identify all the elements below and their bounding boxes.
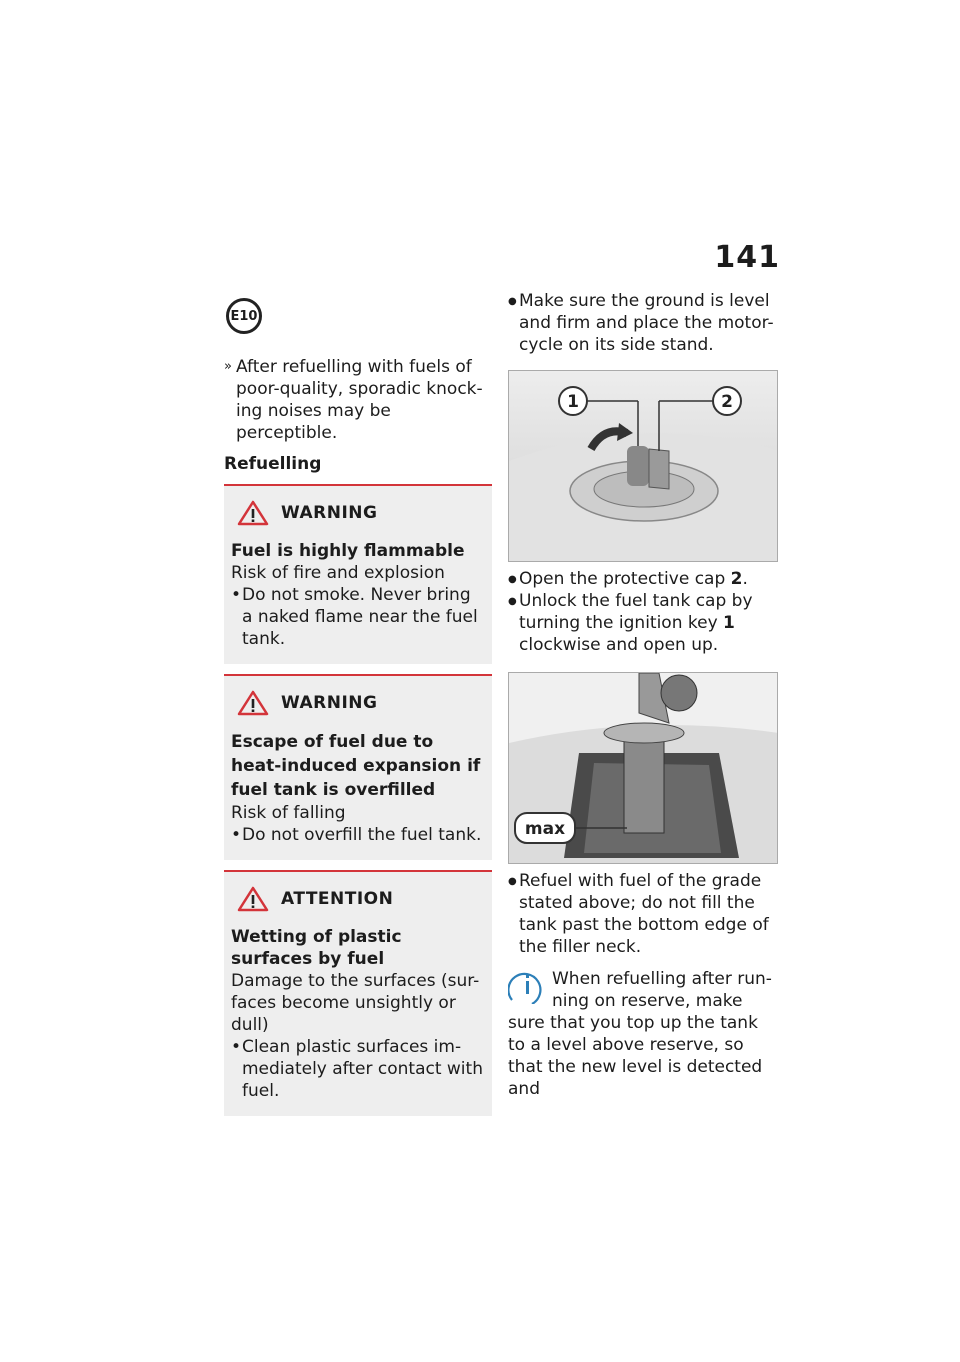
notice-label: WARNING bbox=[281, 693, 378, 713]
attention-notice-plastic bbox=[224, 870, 492, 1116]
warning-notice-overfill bbox=[224, 674, 492, 860]
warning-triangle-icon bbox=[237, 690, 269, 716]
step-refuel: ● Refuel with fuel of the grade stated above; do not fill the tank past the bottom edge of the filler neck. bbox=[508, 870, 780, 958]
step-unlock: ● Unlock the fuel tank cap by turning the ignition key 1 clockwise and open up. bbox=[508, 590, 780, 656]
notice-risk: Damage to the surfaces (sur-faces become unsightly or dull) bbox=[231, 971, 480, 1035]
filler-neck-illustration bbox=[509, 673, 778, 864]
callout-2: 2 bbox=[721, 392, 733, 412]
info-icon bbox=[508, 968, 548, 1004]
notice-risk: Risk of falling bbox=[231, 803, 346, 823]
fuel-cap-photo bbox=[508, 370, 778, 562]
info-note: When refuelling after run-ning on reserve, make sure that you top up the tank to a level above reserve, so that the new level is detected and bbox=[508, 969, 772, 1099]
warning-triangle-icon bbox=[237, 500, 269, 526]
right-column bbox=[508, 290, 780, 1100]
page-number: 141 bbox=[714, 240, 780, 275]
notice-title: Wetting of plastic surfaces by fuel bbox=[231, 927, 402, 969]
step-stand: ● Make sure the ground is level and firm and place the motor-cycle on its side stand. bbox=[508, 290, 780, 356]
notice-risk: Risk of fire and explosion bbox=[231, 563, 445, 583]
notice-action: • Do not smoke. Never bring a naked flame near the fuel tank. bbox=[231, 584, 484, 650]
max-label: max bbox=[524, 819, 566, 839]
notice-title: Fuel is highly flammable bbox=[231, 541, 465, 561]
warning-notice-fire bbox=[224, 484, 492, 664]
left-column bbox=[224, 290, 492, 1116]
result-note: » After refuelling with fuels of poor-quality, sporadic knock-ing noises may be perceptible. bbox=[224, 357, 483, 443]
section-heading: Refuelling bbox=[224, 454, 322, 474]
fuel-cap-illustration bbox=[509, 371, 778, 562]
notice-label: WARNING bbox=[281, 503, 378, 523]
notice-action: • Clean plastic surfaces im-mediately after contact with fuel. bbox=[231, 1036, 484, 1102]
notice-action: • Do not overfill the fuel tank. bbox=[231, 824, 484, 846]
callout-1: 1 bbox=[567, 392, 579, 412]
result-arrow-icon: » bbox=[224, 359, 232, 374]
warning-triangle-icon bbox=[237, 886, 269, 912]
notice-label: ATTENTION bbox=[281, 889, 394, 909]
notice-title: Escape of fuel due to heat-induced expansion if fuel tank is overfilled bbox=[231, 732, 481, 800]
e10-fuel-icon: E10 bbox=[226, 298, 262, 334]
filler-neck-photo bbox=[508, 672, 778, 864]
step-open-cap: ● Open the protective cap 2. bbox=[508, 568, 780, 590]
